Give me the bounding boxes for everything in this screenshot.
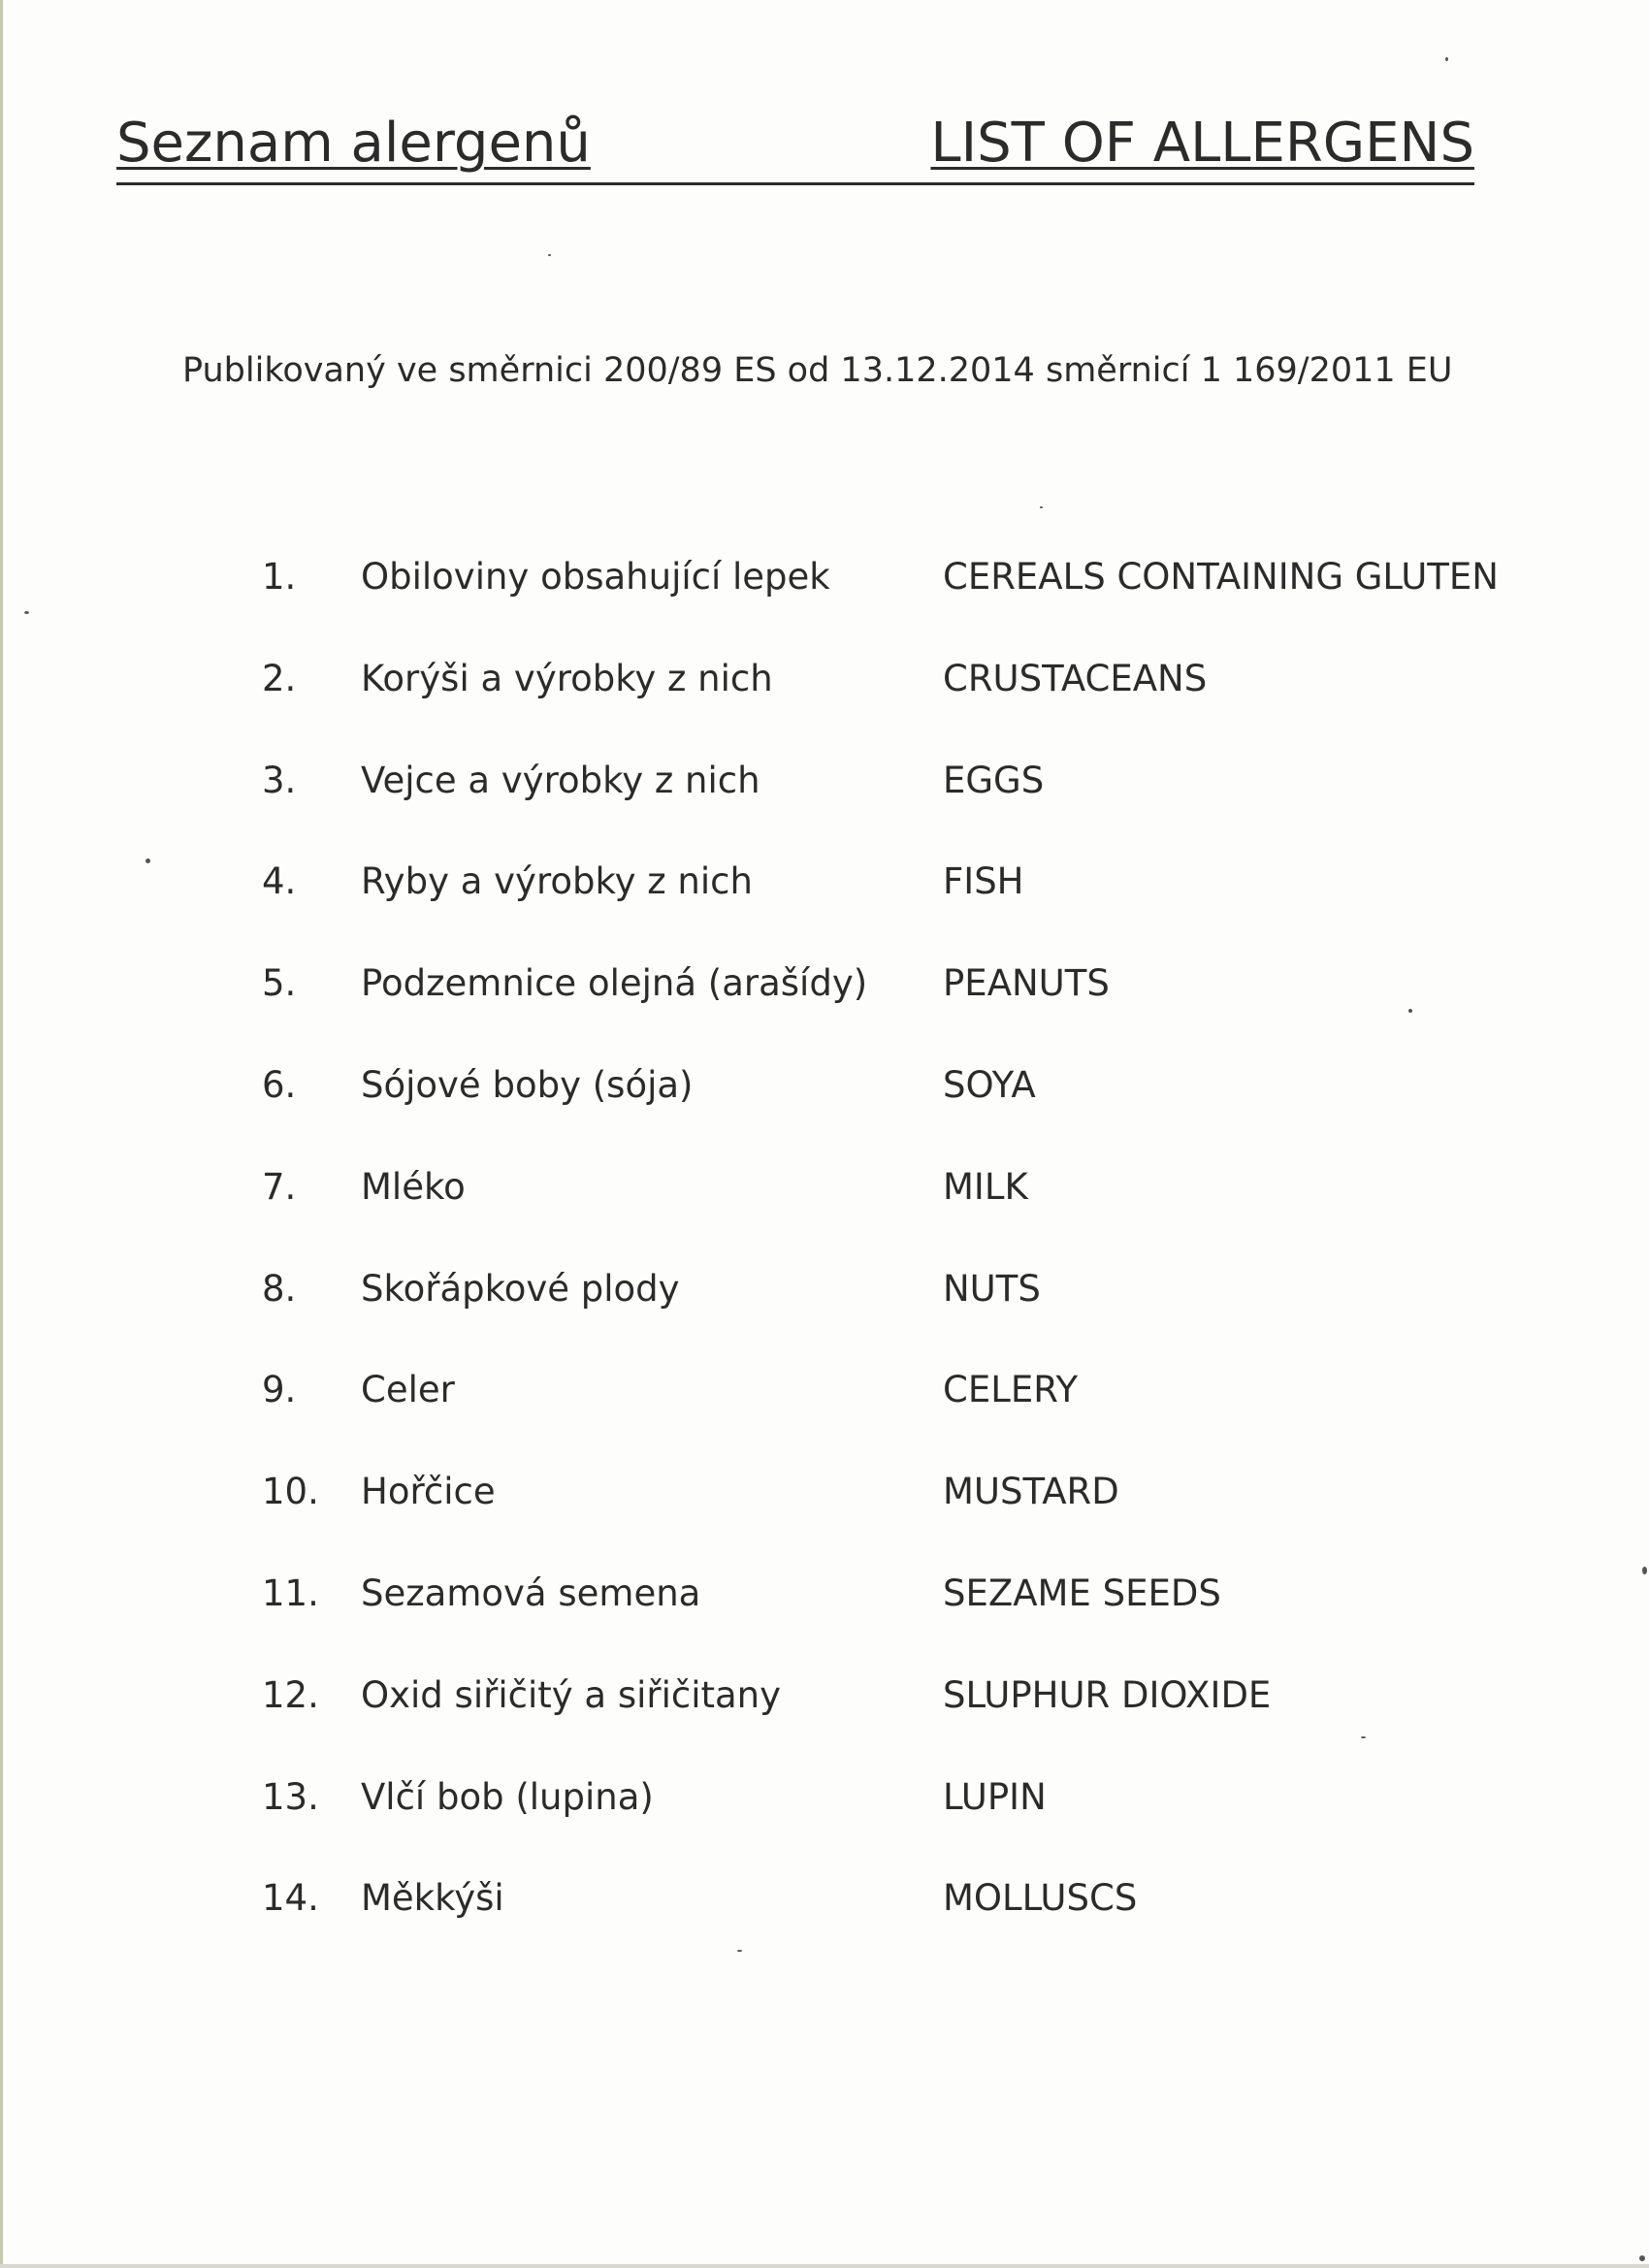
allergen-row <box>262 1361 1542 1463</box>
allergen-number: 6. <box>262 1063 297 1106</box>
allergen-name-czech: Sójové boby (sója) <box>361 1063 694 1106</box>
scan-speck <box>1445 57 1448 61</box>
allergen-name-czech: Hořčice <box>361 1471 496 1513</box>
scan-speck <box>146 859 150 863</box>
allergen-row <box>262 1768 1542 1870</box>
allergen-row <box>262 1056 1542 1158</box>
allergen-name-czech: Celer <box>361 1369 455 1411</box>
allergen-row <box>262 1667 1542 1768</box>
allergen-name-english: CRUSTACEANS <box>943 657 1208 699</box>
scan-speck <box>548 254 551 256</box>
allergen-row <box>262 853 1542 955</box>
allergen-row <box>262 650 1542 752</box>
allergen-number: 5. <box>262 962 297 1005</box>
allergen-number: 9. <box>262 1369 297 1411</box>
title-english: LIST OF ALLERGENS <box>930 112 1474 175</box>
allergen-name-czech: Korýši a výrobky z nich <box>361 657 773 699</box>
allergen-name-czech: Vejce a výrobky z nich <box>361 759 760 801</box>
scan-speck <box>737 1950 742 1952</box>
allergen-row <box>262 1260 1542 1362</box>
allergen-name-english: CEREALS CONTAINING GLUTEN <box>943 556 1499 598</box>
allergen-name-english: SLUPHUR DIOXIDE <box>943 1673 1272 1716</box>
allergen-name-czech: Skořápkové plody <box>361 1267 680 1310</box>
allergen-row <box>262 752 1542 854</box>
allergen-number: 4. <box>262 860 297 903</box>
allergen-name-english: SEZAME SEEDS <box>943 1571 1221 1614</box>
allergen-row <box>262 1869 1542 1971</box>
allergen-name-english: CELERY <box>943 1369 1079 1411</box>
allergen-number: 11. <box>262 1571 319 1614</box>
allergen-name-english: SOYA <box>943 1063 1036 1106</box>
scan-speck <box>24 611 29 614</box>
allergen-name-czech: Oxid siřičitý a siřičitany <box>361 1673 782 1716</box>
allergen-row <box>262 955 1542 1056</box>
allergen-number: 2. <box>262 657 297 699</box>
scan-speck <box>1639 2255 1645 2261</box>
title-czech: Seznam alergenů <box>116 112 591 175</box>
allergen-name-czech: Ryby a výrobky z nich <box>361 860 753 903</box>
scan-edge-left <box>0 0 3 2268</box>
allergen-name-czech: Měkkýši <box>361 1877 504 1920</box>
allergen-name-english: MILK <box>943 1165 1028 1208</box>
scan-edge-bottom <box>0 2264 1649 2268</box>
document-header <box>116 109 1474 185</box>
allergen-list <box>262 548 1542 1971</box>
allergen-name-english: MUSTARD <box>943 1471 1119 1513</box>
allergen-name-czech: Sezamová semena <box>361 1571 701 1614</box>
allergen-name-english: NUTS <box>943 1267 1041 1310</box>
allergen-row <box>262 1463 1542 1565</box>
allergen-name-english: LUPIN <box>943 1775 1047 1818</box>
allergen-name-english: MOLLUSCS <box>943 1877 1138 1920</box>
allergen-name-english: FISH <box>943 860 1024 903</box>
scan-speck <box>1361 1736 1366 1738</box>
allergen-number: 7. <box>262 1165 297 1208</box>
scan-speck <box>1040 506 1043 508</box>
allergen-name-czech: Vlčí bob (lupina) <box>361 1775 654 1818</box>
allergen-row <box>262 1158 1542 1260</box>
allergen-name-english: EGGS <box>943 759 1045 801</box>
scan-speck <box>1642 1567 1647 1574</box>
allergen-number: 1. <box>262 556 297 598</box>
allergen-number: 12. <box>262 1673 319 1716</box>
allergen-number: 13. <box>262 1775 319 1818</box>
allergen-row <box>262 548 1542 650</box>
allergen-name-czech: Obiloviny obsahující lepek <box>361 556 830 598</box>
allergen-number: 3. <box>262 759 297 801</box>
allergen-number: 14. <box>262 1877 319 1920</box>
allergen-row <box>262 1565 1542 1667</box>
regulation-subtitle: Publikovaný ve směrnici 200/89 ES od 13.12.2014 směrnicí 1 169/2011 EU <box>182 351 1453 390</box>
allergen-number: 8. <box>262 1267 297 1310</box>
allergen-name-czech: Podzemnice olejná (arašídy) <box>361 962 868 1005</box>
allergen-name-english: PEANUTS <box>943 962 1110 1005</box>
scan-speck <box>1408 1009 1412 1013</box>
allergen-number: 10. <box>262 1471 319 1513</box>
allergen-name-czech: Mléko <box>361 1165 466 1208</box>
